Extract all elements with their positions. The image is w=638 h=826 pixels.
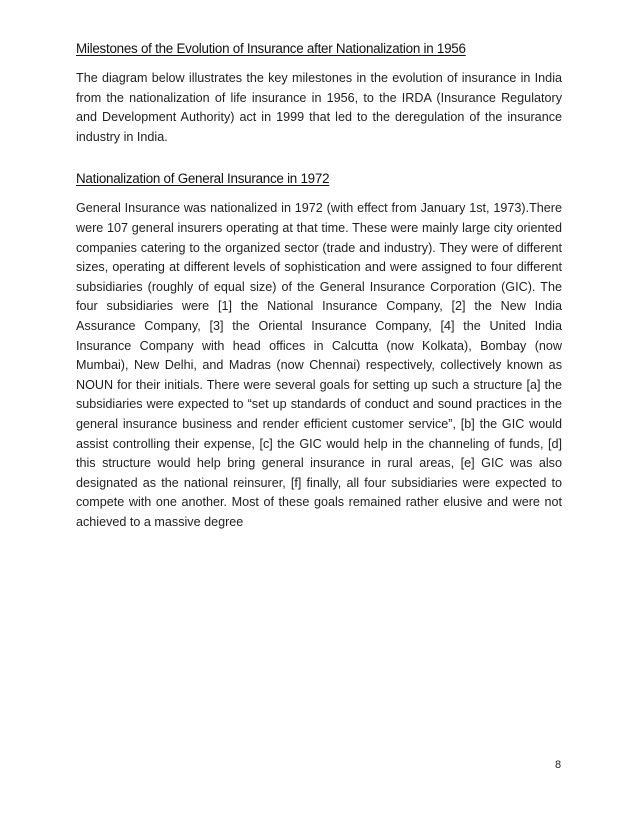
section-general-insurance [76, 170, 562, 532]
page-content [76, 40, 562, 532]
section-heading-general-insurance: Nationalization of General Insurance in 1972 [76, 171, 330, 187]
section-body-milestones: The diagram below illustrates the key milestones in the evolution of insurance in India from the nationalization of life insurance in 1956, to the IRDA (Insurance Regulatory and Development Authority) act in 1999 that led to the deregulation of the insurance industry in India. [76, 71, 562, 144]
section-body-general-insurance: General Insurance was nationalized in 1972 (with effect from January 1st, 1973).There were 107 general insurers operating at that time. These were mainly large city oriented companies catering to the organized sector (trade and industry). They were of different sizes, operating at different levels of sophistication and were assigned to four different subsidiaries (roughly of equal size) of the General Insurance Corporation (GIC). The four subsidiaries were [1] the National Insurance Company, [2] the New India Assurance Company, [3] the Oriental Insurance Company, [4] the United India Insurance Company with head offices in Calcutta (now Kolkata), Bombay (now Mumbai), New Delhi, and Madras (now Chennai) respectively, collectively known as NOUN for their initials. There were several goals for setting up such a structure [a] the subsidiaries were expected to “set up standards of conduct and sound practices in the general insurance business and render efficient customer service”, [b] the GIC would assist controlling their expense, [c] the GIC would help in the channeling of funds, [d] this structure would help bring general insurance in rural areas, [e] GIC was also designated as the national reinsurer, [f] finally, all four subsidiaries were expected to compete with one another. Most of these goals remained rather elusive and were not achieved to a massive degree [76, 201, 562, 529]
section-milestones [76, 40, 562, 147]
page-number: 8 [554, 759, 562, 771]
section-heading-milestones: Milestones of the Evolution of Insurance after Nationalization in 1956 [76, 41, 466, 56]
